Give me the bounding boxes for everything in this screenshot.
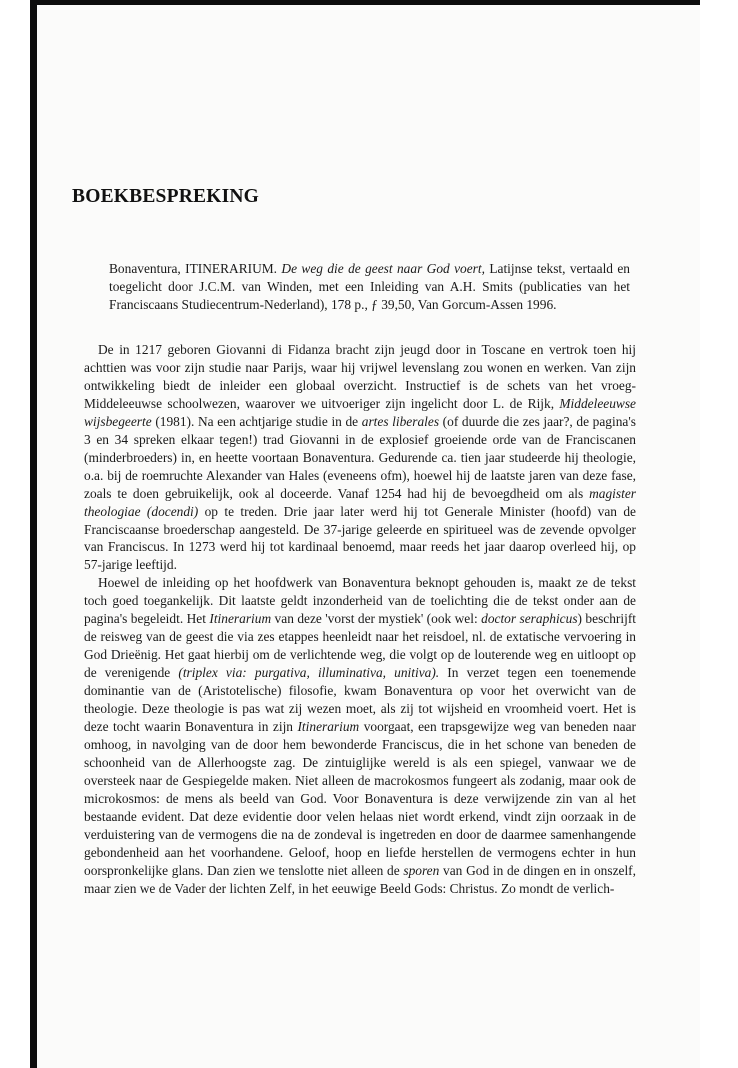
italic-phrase: artes liberales <box>361 413 440 429</box>
italic-phrase: (triplex via: purgativa, illuminativa, unitiva). <box>178 665 440 681</box>
italic-phrase: doctor seraphicus <box>481 611 578 627</box>
review-body <box>84 341 636 898</box>
text-run: ) beschrijft de reisweg van de geest die via zes etappes heenleidt naar het reisdoel, nl. de extatische vervoering in God Drieënig. Het gaat hierbij om de verlichtende weg, die volgt op de louterende weg en uitloopt op de verenigende <box>84 611 637 681</box>
body-paragraph <box>84 574 636 897</box>
text-run: Hoewel de inleiding op het hoofdwerk van Bonaventura beknopt gehouden is, maakt ze de tekst toch goed toegankelijk. Dit laatste geldt inzonderheid van de toelichting die de tekst onder aan de pagina's begeleidt. Het <box>84 575 636 627</box>
text-run: op te treden. Drie jaar later werd hij tot Generale Minister (hoofd) van de Franciscaanse broederschap aangesteld. De 37-jarige geleerde en spiritueel was de zevende opvolger van Franciscus. In 1273 werd hij tot kardinaal benoemd, maar reeds het jaar daarop overleed hij, op 57-jarige leeftijd. <box>84 503 636 573</box>
text-run: van deze 'vorst der mystiek' (ook wel: <box>271 611 482 627</box>
text-run: van God in de dingen en in onszelf, maar zien we de Vader der lichten Zelf, in het eeuwige Beeld Gods: Christus. Zo mondt de verlich- <box>84 862 636 896</box>
italic-phrase: Middeleeuwse wijsbegeerte <box>84 395 636 429</box>
text-run: (of duurde die zes jaar?, de pagina's 3 en 34 spreken elkaar tegen!) trad Giovanni in de explosief groeiende orde van de Franciscanen (minderbroeders) in, en heette voortaan Bonaventura. Gedurende ca. tien jaar studeerde hij theologie, o.a. bij de roemruchte Alexander van Hales (eveneens ofm), hoewel hij de laatste jaren van deze fase, zoals te doen gebruikelijk, ook al doceerde. Vanaf 1254 had hij de bevoegdheid om als <box>84 413 636 501</box>
italic-phrase: Itinerarium <box>297 719 360 735</box>
italic-phrase: sporen <box>403 862 440 878</box>
body-paragraph <box>84 341 636 574</box>
text-run: In verzet tegen een toenemende dominantie van de (Aristotelische) filosofie, kwam Bonaventura op voor het overwicht van de theologie. Deze theologie is pas wat zij wezen moet, als zij tot wijsheid en vroomheid voert. Het is deze tocht waarin Bonaventura in zijn <box>84 665 637 735</box>
book-citation <box>109 260 630 314</box>
text-run: De in 1217 geboren Giovanni di Fidanza bracht zijn jeugd door in Toscane en vertrok toen hij achttien was voor zijn studie naar Parijs, waar hij vrijwel levenslang zou wonen en werken. Van zijn ontwikkeling biedt de inleider een globaal overzicht. Instructief is de schets van het vroeg-Middeleeuwse schoolwezen, waarover we uitvoeriger zijn ingelicht door L. de Rijk, <box>84 342 636 411</box>
citation-subtitle: De weg die de geest naar God voert, <box>281 261 485 276</box>
scan-border-left <box>30 0 37 1068</box>
italic-phrase: magister theologiae (docendi) <box>84 485 636 519</box>
text-run: voorgaat, een trapsgewijze weg van beneden naar omhoog, in navolging van de door hem bewonderde Franciscus, die in het schone van beneden de schoonheid van de Allerhoogste zag. De zintuiglijke wereld is als een spiegel, vanwaar we de oversteek naar de Gespiegelde maken. Niet alleen de macrokosmos fungeert als zodanig, maar ook de microkosmos: de mens als beeld van God. Voor Bonaventura is deze verwijzende zin van al het bestaande evident. Dat deze evidentie door velen helaas niet wordt erkend, vindt zijn oorzaak in de verduistering van de vermogens die na de zondeval is ingetreden en door de daarmee samenhangende gebondenheid aan het voorhandene. Geloof, hoop en liefde herstellen de vermogens echter in hun oorspronkelijke glans. Dan zien we tenslotte niet alleen de <box>84 719 636 878</box>
page-title: BOEKBESPREKING <box>72 186 260 207</box>
italic-phrase: Itinerarium <box>209 611 272 627</box>
citation-author: Bonaventura, ITINERARIUM. <box>109 261 278 276</box>
text-run: (1981). Na een achtjarige studie in de <box>151 413 362 429</box>
citation-details: Latijnse tekst, vertaald en toegelicht door J.C.M. van Winden, met een Inleiding van A.H. Smits (publicaties van het Franciscaans Studiecentrum-Nederland), 178 p., ƒ 39,50, Van Gorcum-Assen 1996. <box>109 261 631 312</box>
